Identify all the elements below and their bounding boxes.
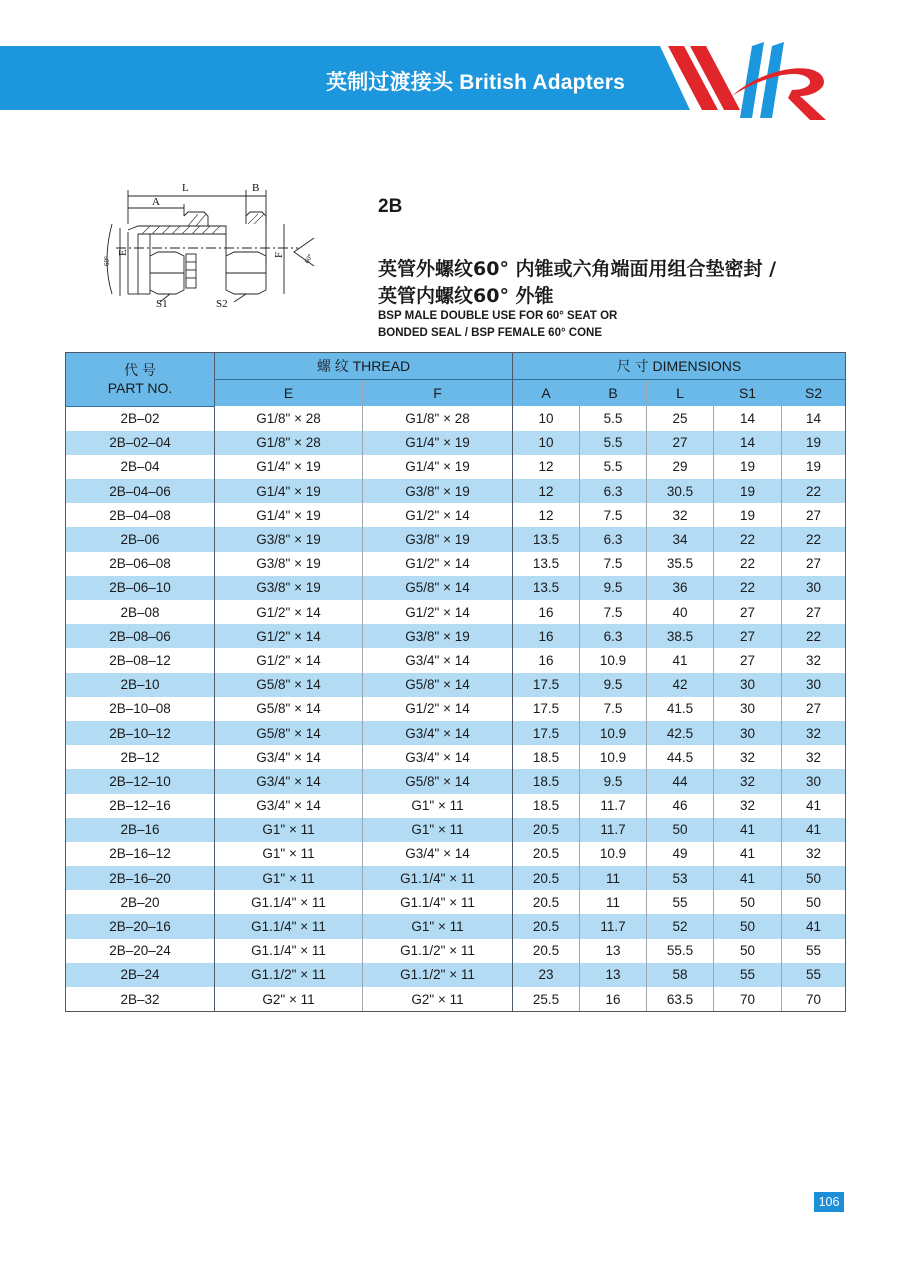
dim-a-cell: 18.5 — [513, 794, 580, 818]
table-row — [66, 600, 846, 624]
dim-b-cell: 6.3 — [580, 479, 647, 503]
thread-f-cell: G1/2" × 14 — [363, 697, 513, 721]
part-no-cell: 2B–24 — [66, 963, 215, 987]
thread-f-cell: G3/8" × 19 — [363, 624, 513, 648]
header-col-l: L — [647, 380, 714, 407]
thread-f-cell: G1/4" × 19 — [363, 431, 513, 455]
thread-e-cell: G1/8" × 28 — [215, 406, 363, 431]
part-no-cell: 2B–16–12 — [66, 842, 215, 866]
dim-b-cell: 13 — [580, 939, 647, 963]
dim-l-cell: 53 — [647, 866, 714, 890]
dim-a-cell: 12 — [513, 503, 580, 527]
dim-a-cell: 20.5 — [513, 890, 580, 914]
dim-s2-cell: 55 — [782, 963, 846, 987]
dim-b-cell: 6.3 — [580, 624, 647, 648]
dim-b-cell: 11.7 — [580, 818, 647, 842]
dim-b-cell: 11 — [580, 866, 647, 890]
header-part-en: PART NO. — [107, 380, 173, 397]
thread-e-cell: G1/8" × 28 — [215, 431, 363, 455]
table-row — [66, 624, 846, 648]
thread-f-cell: G5/8" × 14 — [363, 576, 513, 600]
dim-l-cell: 44.5 — [647, 745, 714, 769]
dim-b-cell: 9.5 — [580, 576, 647, 600]
table-row — [66, 769, 846, 793]
dim-a-cell: 20.5 — [513, 842, 580, 866]
part-no-cell: 2B–20–16 — [66, 914, 215, 938]
dim-s1-cell: 41 — [714, 818, 782, 842]
dim-s2-cell: 22 — [782, 479, 846, 503]
dim-a-cell: 17.5 — [513, 673, 580, 697]
dim-l-cell: 36 — [647, 576, 714, 600]
part-no-cell: 2B–12–10 — [66, 769, 215, 793]
dim-l-cell: 27 — [647, 431, 714, 455]
part-no-cell: 2B–12–16 — [66, 794, 215, 818]
thread-e-cell: G1" × 11 — [215, 866, 363, 890]
dim-s2-cell: 55 — [782, 939, 846, 963]
header-dimensions-group: 尺 寸 DIMENSIONS — [513, 353, 846, 380]
dim-s1-cell: 70 — [714, 987, 782, 1012]
thread-f-cell: G1.1/2" × 11 — [363, 939, 513, 963]
thread-f-cell: G1/2" × 14 — [363, 503, 513, 527]
dim-s1-cell: 30 — [714, 673, 782, 697]
dim-a-cell: 10 — [513, 431, 580, 455]
dim-b-cell: 10.9 — [580, 721, 647, 745]
thread-e-cell: G5/8" × 14 — [215, 697, 363, 721]
header-part-cn: 代 号 — [124, 362, 156, 379]
dim-s2-cell: 30 — [782, 673, 846, 697]
product-code: 2B — [378, 196, 403, 217]
thread-e-cell: G2" × 11 — [215, 987, 363, 1012]
dim-l-cell: 40 — [647, 600, 714, 624]
thread-e-cell: G3/4" × 14 — [215, 794, 363, 818]
dim-s1-cell: 30 — [714, 697, 782, 721]
dim-label-a: A — [152, 196, 160, 208]
header-col-s2: S2 — [782, 380, 846, 407]
dim-b-cell: 5.5 — [580, 431, 647, 455]
dim-s1-cell: 32 — [714, 769, 782, 793]
dim-a-cell: 18.5 — [513, 745, 580, 769]
dim-s1-cell: 22 — [714, 527, 782, 551]
dim-l-cell: 50 — [647, 818, 714, 842]
dim-s1-cell: 19 — [714, 479, 782, 503]
table-row — [66, 818, 846, 842]
dim-b-cell: 16 — [580, 987, 647, 1012]
header-part-no — [66, 353, 215, 407]
dim-a-cell: 12 — [513, 479, 580, 503]
dim-s1-cell: 32 — [714, 794, 782, 818]
dim-s1-cell: 50 — [714, 939, 782, 963]
thread-f-cell: G1.1/2" × 11 — [363, 963, 513, 987]
dim-a-cell: 10 — [513, 406, 580, 431]
thread-f-cell: G1/8" × 28 — [363, 406, 513, 431]
part-no-cell: 2B–06 — [66, 527, 215, 551]
table-row — [66, 455, 846, 479]
dim-s2-cell: 22 — [782, 527, 846, 551]
dim-l-cell: 34 — [647, 527, 714, 551]
dim-a-cell: 17.5 — [513, 721, 580, 745]
table-row — [66, 552, 846, 576]
table-row — [66, 576, 846, 600]
dim-s1-cell: 27 — [714, 600, 782, 624]
part-no-cell: 2B–06–10 — [66, 576, 215, 600]
dim-s1-cell: 14 — [714, 406, 782, 431]
thread-e-cell: G1/2" × 14 — [215, 600, 363, 624]
product-title-cn-line2: 英管内螺纹60° 外锥 — [378, 285, 554, 307]
table-row — [66, 745, 846, 769]
dim-s1-cell: 50 — [714, 890, 782, 914]
dim-a-cell: 20.5 — [513, 866, 580, 890]
thread-f-cell: G3/8" × 19 — [363, 479, 513, 503]
fitting-technical-drawing — [98, 176, 324, 308]
dim-l-cell: 29 — [647, 455, 714, 479]
part-no-cell: 2B–04–08 — [66, 503, 215, 527]
dim-s1-cell: 41 — [714, 842, 782, 866]
table-row — [66, 673, 846, 697]
table-row — [66, 697, 846, 721]
dim-a-cell: 20.5 — [513, 939, 580, 963]
dim-s2-cell: 19 — [782, 431, 846, 455]
dim-s2-cell: 19 — [782, 455, 846, 479]
thread-e-cell: G3/4" × 14 — [215, 745, 363, 769]
thread-e-cell: G1.1/4" × 11 — [215, 939, 363, 963]
table-row — [66, 939, 846, 963]
dim-a-cell: 16 — [513, 648, 580, 672]
table-row — [66, 406, 846, 431]
dim-label-s2: S2 — [216, 298, 228, 308]
dim-label-e: E — [117, 249, 129, 256]
thread-e-cell: G1/4" × 19 — [215, 479, 363, 503]
dim-a-cell: 18.5 — [513, 769, 580, 793]
thread-f-cell: G3/4" × 14 — [363, 721, 513, 745]
table-row — [66, 721, 846, 745]
thread-f-cell: G1.1/4" × 11 — [363, 890, 513, 914]
dim-l-cell: 55.5 — [647, 939, 714, 963]
thread-e-cell: G3/8" × 19 — [215, 527, 363, 551]
thread-f-cell: G1" × 11 — [363, 914, 513, 938]
dim-s2-cell: 50 — [782, 866, 846, 890]
table-row — [66, 963, 846, 987]
dim-b-cell: 9.5 — [580, 769, 647, 793]
dim-b-cell: 10.9 — [580, 745, 647, 769]
dim-a-cell: 16 — [513, 600, 580, 624]
dim-l-cell: 42.5 — [647, 721, 714, 745]
part-no-cell: 2B–08–12 — [66, 648, 215, 672]
part-no-cell: 2B–16–20 — [66, 866, 215, 890]
dim-l-cell: 55 — [647, 890, 714, 914]
thread-e-cell: G1/2" × 14 — [215, 648, 363, 672]
dim-l-cell: 32 — [647, 503, 714, 527]
dim-s2-cell: 30 — [782, 576, 846, 600]
table-row — [66, 503, 846, 527]
part-no-cell: 2B–08–06 — [66, 624, 215, 648]
dim-b-cell: 5.5 — [580, 455, 647, 479]
dim-a-cell: 16 — [513, 624, 580, 648]
dim-s1-cell: 55 — [714, 963, 782, 987]
dim-b-cell: 6.3 — [580, 527, 647, 551]
dim-s2-cell: 32 — [782, 842, 846, 866]
part-no-cell: 2B–04–06 — [66, 479, 215, 503]
table-row — [66, 842, 846, 866]
spec-table — [65, 352, 846, 1012]
dim-b-cell: 11 — [580, 890, 647, 914]
thread-f-cell: G1" × 11 — [363, 818, 513, 842]
dim-b-cell: 7.5 — [580, 600, 647, 624]
dim-a-cell: 17.5 — [513, 697, 580, 721]
thread-f-cell: G3/4" × 14 — [363, 648, 513, 672]
table-row — [66, 479, 846, 503]
dim-s1-cell: 22 — [714, 576, 782, 600]
dim-s2-cell: 22 — [782, 624, 846, 648]
thread-e-cell: G1" × 11 — [215, 842, 363, 866]
dim-a-cell: 13.5 — [513, 527, 580, 551]
part-no-cell: 2B–04 — [66, 455, 215, 479]
table-row — [66, 527, 846, 551]
product-title-en-line1: BSP MALE DOUBLE USE FOR 60° SEAT OR — [378, 310, 618, 322]
header-col-f: F — [363, 380, 513, 407]
dim-l-cell: 42 — [647, 673, 714, 697]
thread-f-cell: G1/2" × 14 — [363, 600, 513, 624]
thread-f-cell: G1/2" × 14 — [363, 552, 513, 576]
header-col-a: A — [513, 380, 580, 407]
table-row — [66, 648, 846, 672]
page-title: 英制过渡接头 British Adapters — [326, 71, 626, 94]
table-row — [66, 987, 846, 1012]
dim-label-f: F — [273, 251, 285, 258]
dim-s2-cell: 41 — [782, 794, 846, 818]
dim-b-cell: 7.5 — [580, 503, 647, 527]
part-no-cell: 2B–10 — [66, 673, 215, 697]
dim-label-b: B — [252, 182, 260, 194]
thread-e-cell: G5/8" × 14 — [215, 673, 363, 697]
part-no-cell: 2B–10–12 — [66, 721, 215, 745]
thread-f-cell: G3/8" × 19 — [363, 527, 513, 551]
product-title-en-line2: BONDED SEAL / BSP FEMALE 60° CONE — [378, 327, 602, 339]
dim-s2-cell: 32 — [782, 721, 846, 745]
part-no-cell: 2B–06–08 — [66, 552, 215, 576]
dim-l-cell: 49 — [647, 842, 714, 866]
dim-s2-cell: 27 — [782, 600, 846, 624]
angle-label-right: 60° — [302, 252, 315, 265]
dim-a-cell: 13.5 — [513, 552, 580, 576]
header-thread-group: 螺 纹 THREAD — [215, 353, 513, 380]
thread-f-cell: G3/4" × 14 — [363, 842, 513, 866]
dim-b-cell: 10.9 — [580, 648, 647, 672]
table-row — [66, 914, 846, 938]
thread-e-cell: G3/4" × 14 — [215, 769, 363, 793]
thread-f-cell: G2" × 11 — [363, 987, 513, 1012]
part-no-cell: 2B–12 — [66, 745, 215, 769]
dim-s2-cell: 32 — [782, 648, 846, 672]
dim-s1-cell: 50 — [714, 914, 782, 938]
spec-table-body — [66, 406, 846, 1012]
dim-s1-cell: 30 — [714, 721, 782, 745]
dim-s2-cell: 70 — [782, 987, 846, 1012]
thread-f-cell: G3/4" × 14 — [363, 745, 513, 769]
dim-b-cell: 7.5 — [580, 552, 647, 576]
dim-s1-cell: 27 — [714, 648, 782, 672]
product-title-cn-line1: 英管外螺纹60° 内锥或六角端面用组合垫密封 / — [378, 258, 777, 280]
dim-b-cell: 11.7 — [580, 794, 647, 818]
thread-e-cell: G1.1/4" × 11 — [215, 914, 363, 938]
dim-b-cell: 10.9 — [580, 842, 647, 866]
dim-l-cell: 38.5 — [647, 624, 714, 648]
dim-l-cell: 25 — [647, 406, 714, 431]
dim-s2-cell: 30 — [782, 769, 846, 793]
dim-b-cell: 5.5 — [580, 406, 647, 431]
dim-a-cell: 12 — [513, 455, 580, 479]
thread-f-cell: G5/8" × 14 — [363, 769, 513, 793]
dim-s1-cell: 27 — [714, 624, 782, 648]
thread-e-cell: G1.1/4" × 11 — [215, 890, 363, 914]
dim-s2-cell: 14 — [782, 406, 846, 431]
table-row — [66, 431, 846, 455]
dim-label-s1: S1 — [156, 298, 168, 308]
dim-s1-cell: 19 — [714, 455, 782, 479]
dim-b-cell: 9.5 — [580, 673, 647, 697]
part-no-cell: 2B–08 — [66, 600, 215, 624]
part-no-cell: 2B–02–04 — [66, 431, 215, 455]
dim-a-cell: 25.5 — [513, 987, 580, 1012]
part-no-cell: 2B–02 — [66, 406, 215, 431]
dim-l-cell: 41 — [647, 648, 714, 672]
hr-logo-icon — [730, 38, 840, 123]
thread-e-cell: G1/4" × 19 — [215, 503, 363, 527]
part-no-cell: 2B–20–24 — [66, 939, 215, 963]
part-no-cell: 2B–32 — [66, 987, 215, 1012]
dim-a-cell: 23 — [513, 963, 580, 987]
thread-f-cell: G1" × 11 — [363, 794, 513, 818]
thread-e-cell: G3/8" × 19 — [215, 576, 363, 600]
dim-l-cell: 46 — [647, 794, 714, 818]
dim-s1-cell: 14 — [714, 431, 782, 455]
header-col-s1: S1 — [714, 380, 782, 407]
dim-s2-cell: 41 — [782, 914, 846, 938]
dim-l-cell: 44 — [647, 769, 714, 793]
dim-s2-cell: 41 — [782, 818, 846, 842]
dim-b-cell: 11.7 — [580, 914, 647, 938]
thread-e-cell: G5/8" × 14 — [215, 721, 363, 745]
header-col-e: E — [215, 380, 363, 407]
thread-f-cell: G1.1/4" × 11 — [363, 866, 513, 890]
dim-l-cell: 58 — [647, 963, 714, 987]
dim-l-cell: 52 — [647, 914, 714, 938]
dim-label-l: L — [182, 182, 189, 194]
thread-e-cell: G1.1/2" × 11 — [215, 963, 363, 987]
dim-l-cell: 63.5 — [647, 987, 714, 1012]
angle-label-left: 60° — [103, 256, 111, 266]
header-col-b: B — [580, 380, 647, 407]
thread-e-cell: G3/8" × 19 — [215, 552, 363, 576]
dim-s1-cell: 32 — [714, 745, 782, 769]
dim-s2-cell: 27 — [782, 552, 846, 576]
part-no-cell: 2B–20 — [66, 890, 215, 914]
page-number: 106 — [814, 1192, 844, 1212]
dim-l-cell: 30.5 — [647, 479, 714, 503]
dim-l-cell: 41.5 — [647, 697, 714, 721]
dim-s2-cell: 32 — [782, 745, 846, 769]
dim-b-cell: 13 — [580, 963, 647, 987]
thread-e-cell: G1/4" × 19 — [215, 455, 363, 479]
thread-f-cell: G5/8" × 14 — [363, 673, 513, 697]
dim-s2-cell: 50 — [782, 890, 846, 914]
dim-a-cell: 13.5 — [513, 576, 580, 600]
dim-l-cell: 35.5 — [647, 552, 714, 576]
dim-s1-cell: 22 — [714, 552, 782, 576]
dim-s2-cell: 27 — [782, 503, 846, 527]
table-row — [66, 866, 846, 890]
thread-e-cell: G1/2" × 14 — [215, 624, 363, 648]
dim-a-cell: 20.5 — [513, 914, 580, 938]
part-no-cell: 2B–16 — [66, 818, 215, 842]
thread-e-cell: G1" × 11 — [215, 818, 363, 842]
dim-s1-cell: 19 — [714, 503, 782, 527]
part-no-cell: 2B–10–08 — [66, 697, 215, 721]
dim-a-cell: 20.5 — [513, 818, 580, 842]
dim-b-cell: 7.5 — [580, 697, 647, 721]
table-row — [66, 794, 846, 818]
dim-s1-cell: 41 — [714, 866, 782, 890]
table-row — [66, 890, 846, 914]
dim-s2-cell: 27 — [782, 697, 846, 721]
thread-f-cell: G1/4" × 19 — [363, 455, 513, 479]
